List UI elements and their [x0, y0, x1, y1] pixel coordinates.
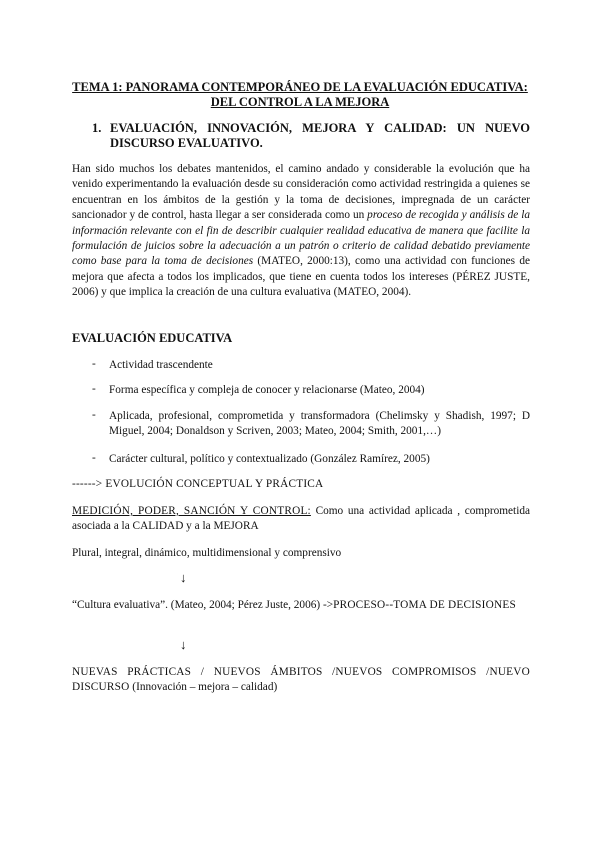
evolucion-line: ------> EVOLUCIÓN CONCEPTUAL Y PRÁCTICA: [72, 478, 324, 490]
down-arrow-icon: ↓: [180, 570, 187, 585]
intro-definition-italic: proceso de recogida y análisis de la información relevante con el fin de describir cualquier realidad educativa de manera que facilite la formulación de juicios sobre la adecuación a un patrón o criterio de calidad debatido previamente como base para la toma de decisiones: [72, 209, 530, 268]
section-number: 1.: [92, 121, 102, 135]
cultura-upper: PROCESO--TOMA DE DECISIONES: [333, 599, 516, 611]
list-item: Actividad trascendente: [109, 359, 213, 371]
down-arrow-icon: ↓: [180, 637, 187, 652]
medicion-text: Como una actividad aplicada , comprometida asociada a la CALIDAD y a la MEJORA: [72, 505, 530, 533]
list-item: Forma específica y compleja de conocer y relacionarse (Mateo, 2004): [109, 384, 425, 396]
cultura-paragraph: [72, 598, 530, 613]
nuevas-paragraph: [72, 665, 530, 696]
section-heading: EVALUACIÓN, INNOVACIÓN, MEJORA Y CALIDAD: UN NUEVO DISCURSO EVALUATIVO.: [110, 121, 530, 150]
title-line-2: DEL CONTROL A LA MEJORA: [210, 95, 390, 109]
nuevas-text: (Innovación – mejora – calidad): [129, 681, 278, 694]
list-item: Carácter cultural, político y contextualizado (González Ramírez, 2005): [109, 453, 430, 465]
bullet-dash: -: [92, 409, 96, 421]
intro-paragraph: [72, 162, 530, 301]
medicion-label: MEDICIÓN, PODER, SANCIÓN Y CONTROL:: [72, 505, 311, 517]
list-item: Aplicada, profesional, comprometida y transformadora (Chelimsky y Shadish, 1997; D Miguel, 2004; Donaldson y Scriven, 2003; Mateo, 2004; Smith, 2001,…): [109, 410, 530, 438]
plural-line: Plural, integral, dinámico, multidimensional y comprensivo: [72, 547, 342, 559]
title-line-1: TEMA 1: PANORAMA CONTEMPORÁNEO DE LA EVALUACIÓN EDUCATIVA:: [72, 80, 528, 94]
bullet-dash: -: [92, 452, 96, 464]
nuevas-upper: NUEVAS PRÁCTICAS / NUEVOS ÁMBITOS /NUEVOS COMPROMISOS /NUEVO DISCURSO: [72, 666, 530, 694]
intro-text-2: (MATEO, 2000:13), como una actividad con funciones de mejora que afecta a todos los implicados, que tiene en cuenta todos los intereses (PÉREZ JUSTE, 2006) y que implica la creación de una cultura evaluativa (MATEO, 2004).: [72, 255, 530, 299]
medicion-paragraph: [72, 504, 530, 535]
page-title: [70, 80, 530, 110]
bullet-dash: -: [92, 383, 96, 395]
bullet-dash: -: [92, 358, 96, 370]
intro-text-1: Han sido muchos los debates mantenidos, el camino andado y considerable la evolución que ha venido experimentando la evaluación desde su consideración como actividad restringida a quienes se encuentran en los ámbitos de la gestión y la toma de decisiones, impregnada de un carácter sancionador y de control, hasta llegar a ser considerada como un: [72, 163, 530, 222]
cultura-text: “Cultura evaluativa”. (Mateo, 2004; Pérez Juste, 2006) ->: [72, 599, 334, 611]
evaluacion-heading: EVALUACIÓN EDUCATIVA: [72, 331, 233, 345]
